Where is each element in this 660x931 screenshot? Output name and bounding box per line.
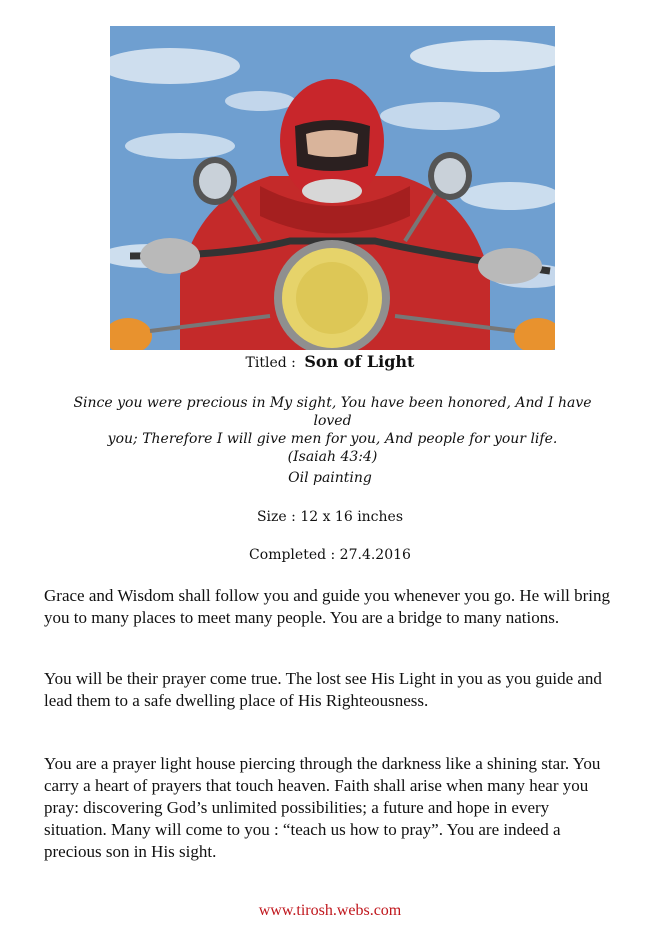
quote-line-2: you; Therefore I will give men for you, And people for your life. (107, 431, 558, 447)
medium-text: Oil painting (288, 470, 372, 486)
motorcyclist-painting (110, 26, 555, 350)
artwork-title-line (0, 352, 660, 371)
size-text: Size : 12 x 16 inches (256, 509, 404, 525)
completed-date: Completed : 27.4.2016 (249, 547, 411, 563)
quote-line-1: Since you were precious in My sight, You have been honored, And I have loved (73, 395, 592, 429)
paragraph-3: You are a prayer light house piercing through the darkness like a shining star. You carry a heart of prayers that touch heaven. Faith shall arise when many hear you pray: discovering God’s unlimited possibilities; a future and hope in every situation. Many will come to you : “teach us how to pray”. You are indeed a precious son in His sight. (44, 754, 601, 861)
paragraph-2: You will be their prayer come true. The lost see His Light in you as you guide and lead them to a safe dwelling place of His Righteousness. (44, 669, 602, 710)
paragraph-1: Grace and Wisdom shall follow you and guide you whenever you go. He will bring you to many places to meet many people. You are a bridge to many nations. (44, 586, 611, 627)
website-link[interactable]: www.tirosh.webs.com (258, 902, 402, 919)
scripture-quote (60, 394, 605, 466)
artwork-title: Son of Light (304, 352, 415, 371)
quote-reference: (Isaiah 43:4) (287, 449, 378, 465)
painting-image (110, 26, 555, 350)
titled-label: Titled : (245, 355, 296, 371)
